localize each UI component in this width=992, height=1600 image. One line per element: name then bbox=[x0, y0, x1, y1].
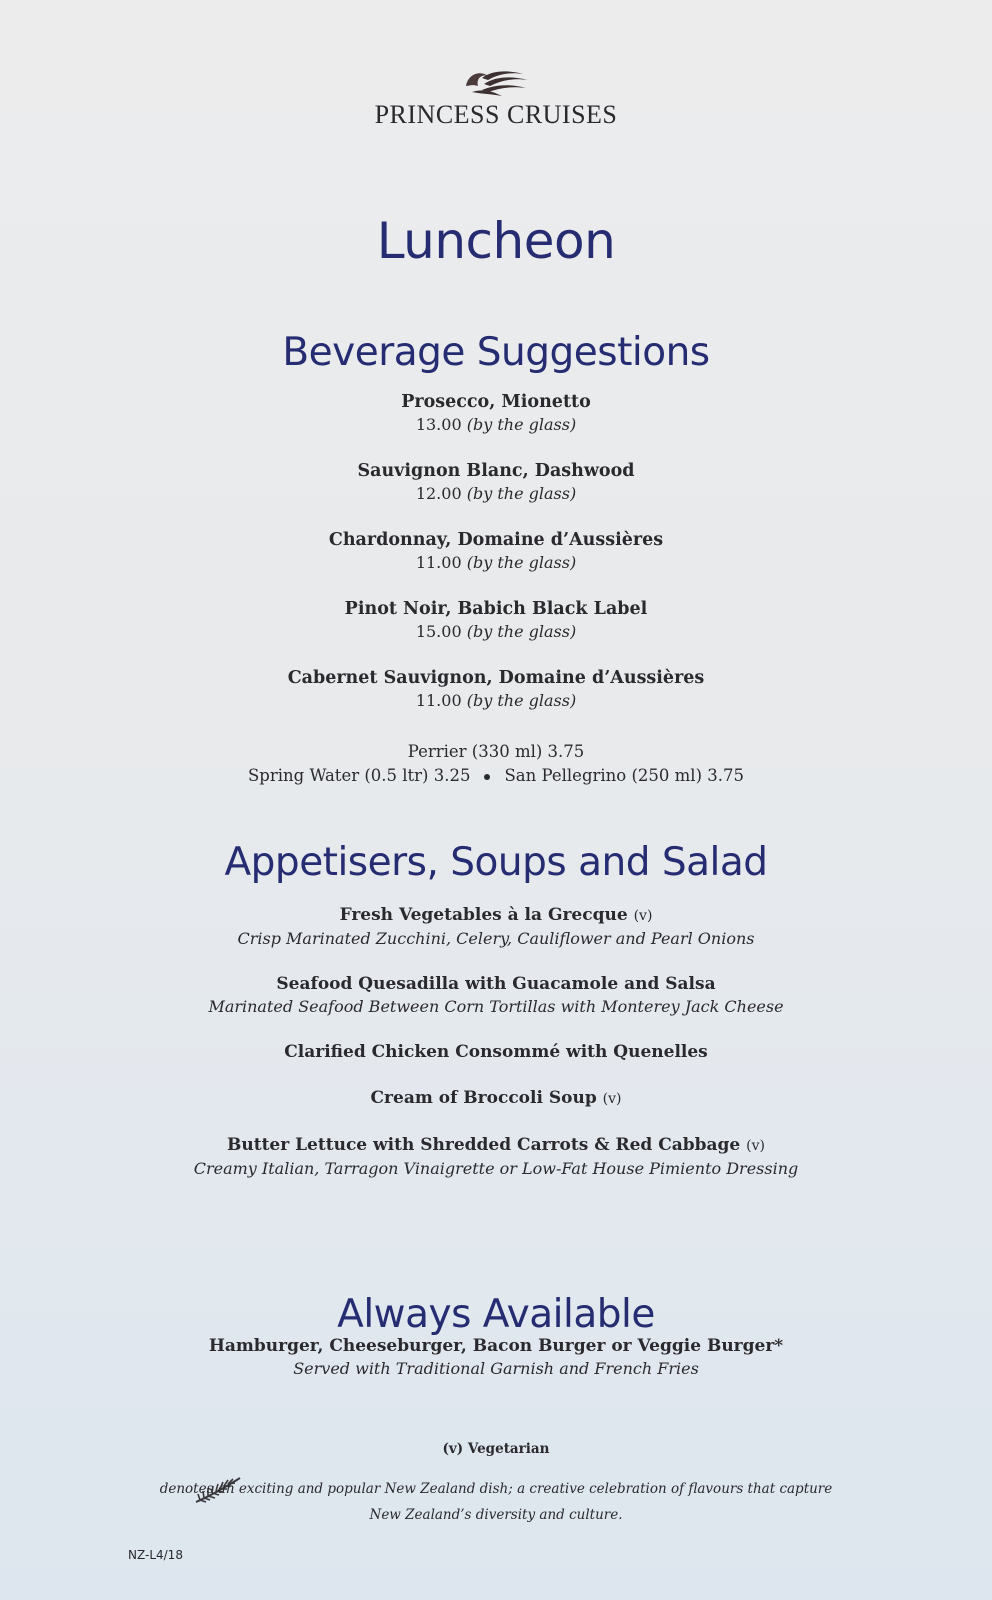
beverage-price: 15.00 (by the glass) bbox=[415, 622, 577, 641]
beverage-price: 13.00 (by the glass) bbox=[415, 415, 577, 434]
dish-name: Fresh Vegetables à la Grecque (v) bbox=[339, 905, 653, 925]
dish-item bbox=[0, 972, 992, 1018]
water-list bbox=[0, 740, 992, 788]
dish-name: Seafood Quesadilla with Guacamole and Salsa bbox=[276, 974, 716, 994]
note-line-1: denotes an exciting and popular New Zealand dish; a creative celebration of flavours that capture bbox=[159, 1481, 833, 1497]
water-row bbox=[0, 764, 992, 788]
dish-description: Creamy Italian, Tarragon Vinaigrette or Low-Fat House Pimiento Dressing bbox=[193, 1159, 799, 1178]
beverage-price: 11.00 (by the glass) bbox=[415, 691, 577, 710]
beverage-name: Prosecco, Mionetto bbox=[401, 392, 591, 412]
dish-name: Hamburger, Cheeseburger, Bacon Burger or Veggie Burger* bbox=[208, 1336, 784, 1356]
dish-description: Served with Traditional Garnish and French Fries bbox=[293, 1359, 699, 1378]
dish-item bbox=[0, 1133, 992, 1180]
beverage-item bbox=[0, 528, 992, 597]
dish-description: Crisp Marinated Zucchini, Celery, Cauliflower and Pearl Onions bbox=[237, 929, 755, 948]
beverage-name: Chardonnay, Domaine d’Aussières bbox=[328, 530, 664, 550]
always-available-item bbox=[0, 1334, 992, 1380]
dish-name: Clarified Chicken Consommé with Quenelles bbox=[284, 1042, 708, 1062]
menu-title: Luncheon bbox=[376, 212, 616, 270]
beverage-price: 12.00 (by the glass) bbox=[415, 484, 577, 503]
beverage-item bbox=[0, 666, 992, 735]
beverage-name: Pinot Noir, Babich Black Label bbox=[344, 599, 648, 619]
appetiser-heading: Appetisers, Soups and Salad bbox=[224, 840, 768, 885]
nz-dish-note bbox=[0, 1476, 992, 1528]
beverage-name: Sauvignon Blanc, Dashwood bbox=[357, 461, 635, 481]
always-available-heading: Always Available bbox=[337, 1292, 655, 1337]
beverage-item bbox=[0, 390, 992, 459]
beverage-price: 11.00 (by the glass) bbox=[415, 553, 577, 572]
appetiser-list bbox=[0, 903, 992, 1202]
dish-name: Butter Lettuce with Shredded Carrots & Red Cabbage (v) bbox=[226, 1135, 766, 1155]
menu-code: NZ-L4/18 bbox=[128, 1548, 183, 1562]
beverage-item bbox=[0, 459, 992, 528]
bullet-separator-icon bbox=[484, 774, 490, 780]
dish-item bbox=[0, 903, 992, 950]
water-pellegrino: San Pellegrino (250 ml) 3.75 bbox=[504, 766, 744, 785]
water-spring: Spring Water (0.5 ltr) 3.25 bbox=[247, 766, 471, 785]
dish-description: Marinated Seafood Between Corn Tortillas with Monterey Jack Cheese bbox=[208, 997, 784, 1016]
note-line-2: New Zealand’s diversity and culture. bbox=[369, 1507, 623, 1523]
beverage-item bbox=[0, 597, 992, 666]
beverage-list bbox=[0, 390, 992, 735]
dish-name: Cream of Broccoli Soup (v) bbox=[370, 1088, 622, 1108]
vegetarian-legend: (v) Vegetarian bbox=[442, 1441, 550, 1457]
sea-witch-logo-icon bbox=[458, 62, 534, 102]
dish-item bbox=[0, 1086, 992, 1111]
brand-name: PRINCESS CRUISES bbox=[374, 100, 618, 129]
water-perrier: Perrier (330 ml) 3.75 bbox=[407, 742, 585, 761]
logo bbox=[0, 62, 992, 102]
beverage-name: Cabernet Sauvignon, Domaine d’Aussières bbox=[287, 668, 705, 688]
dish-item bbox=[0, 1040, 992, 1064]
beverage-heading: Beverage Suggestions bbox=[282, 330, 710, 375]
